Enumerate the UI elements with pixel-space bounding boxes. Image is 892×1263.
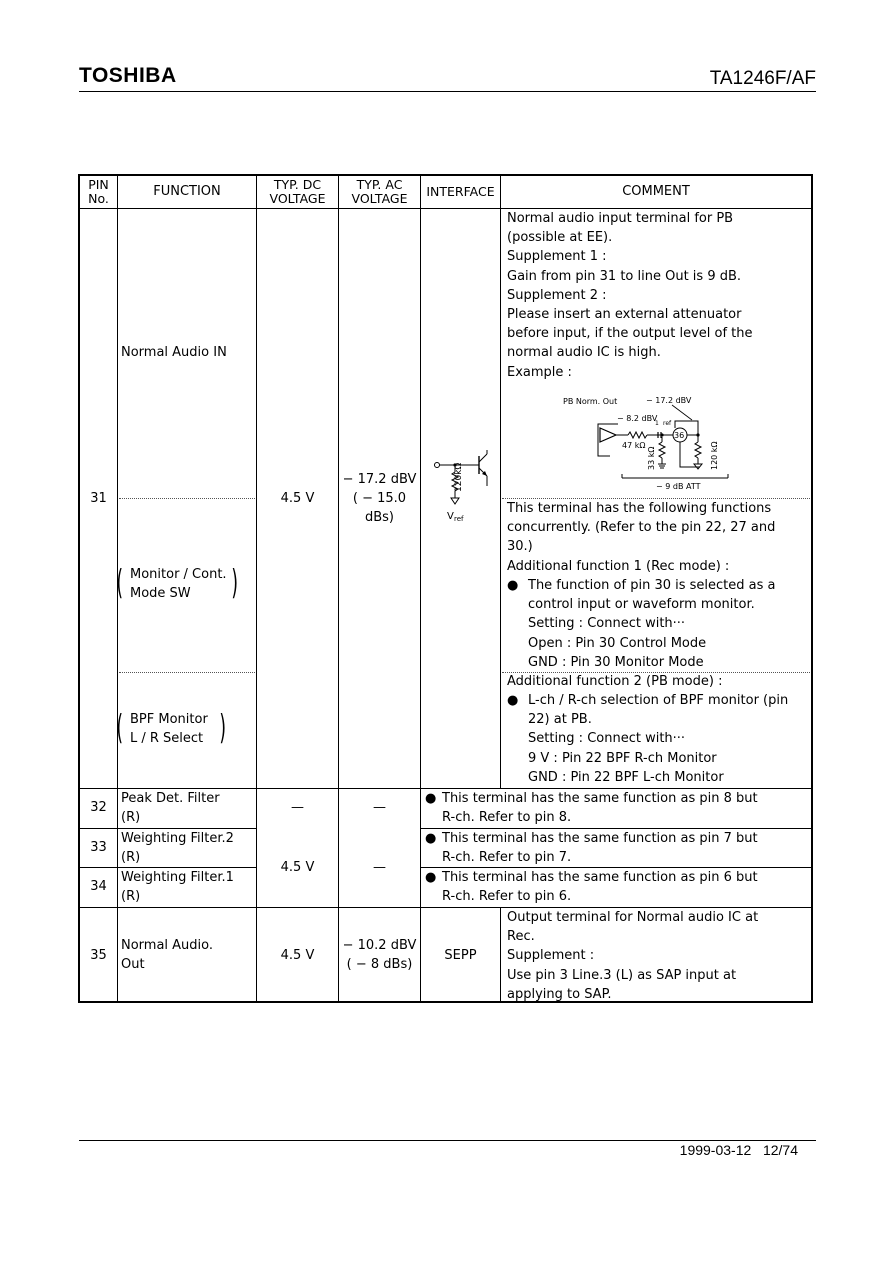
function-name: Normal Audio. Out	[121, 938, 214, 973]
col-divider	[420, 176, 421, 1003]
svg-text:1: 1	[655, 420, 659, 427]
bullet-icon: ●	[425, 831, 437, 846]
header-comment: COMMENT	[622, 184, 690, 199]
right-paren: )	[231, 563, 238, 603]
col-divider	[500, 176, 501, 788]
vref-sub: ref	[454, 515, 464, 523]
ac-voltage: —	[373, 860, 386, 875]
comment-block: This terminal has the same function as pin 6 but R-ch. Refer to pin 6.	[442, 870, 758, 905]
comment-block: This terminal has the following functions concurrently. (Refer to the pin 22, 27 and 30.) Additional function 1 (Rec mode) :	[507, 501, 776, 574]
vref-label: V	[447, 511, 454, 522]
comment-block: The function of pin 30 is selected as a control input or waveform monitor. Setting : Connect with··· Open : Pin 30 Control Mode GND : Pin 30 Monitor Mode	[528, 578, 776, 670]
dc-voltage: 4.5 V	[280, 491, 315, 506]
comment-block: Normal audio input terminal for PB (possible at EE). Supplement 1 : Gain from pin 31 to line Out is 9 dB. Supplement 2 : Please insert an external attenuator before input, if the output level of the normal audio IC is high. Example :	[507, 211, 753, 380]
interface-label: SEPP	[444, 948, 477, 963]
function-name: Monitor / Cont. Mode SW	[130, 567, 227, 602]
bullet-icon: ●	[507, 693, 519, 708]
function-name: Weighting Filter.2 (R)	[121, 831, 234, 866]
bullet-icon: ●	[507, 578, 519, 593]
part-number: TA1246F/AF	[709, 68, 816, 89]
svg-text:33 kΩ: 33 kΩ	[647, 446, 656, 470]
svg-text:36: 36	[674, 431, 685, 440]
attenuator-diagram	[560, 392, 750, 492]
svg-text:PB Norm. Out: PB Norm. Out	[563, 397, 618, 406]
comment-block: This terminal has the same function as pin 8 but R-ch. Refer to pin 8.	[442, 791, 758, 826]
header-function: FUNCTION	[153, 184, 221, 199]
header-ac-voltage: TYP. AC VOLTAGE	[351, 177, 408, 206]
comment-block: L-ch / R-ch selection of BPF monitor (pin 22) at PB. Setting : Connect with··· 9 V : Pin 22 BPF R-ch Monitor GND : Pin 22 BPF L-ch Monitor	[528, 693, 789, 785]
dc-voltage: 4.5 V	[280, 860, 315, 875]
comment-block: This terminal has the same function as pin 7 but R-ch. Refer to pin 7.	[442, 831, 758, 866]
col-divider	[256, 176, 257, 1003]
svg-text:− 8.2 dBV: − 8.2 dBV	[617, 414, 658, 423]
left-paren: (	[116, 708, 123, 748]
subrow-divider	[119, 672, 255, 673]
col-divider	[500, 907, 501, 1003]
function-name: Peak Det. Filter (R)	[121, 791, 220, 826]
header-rule	[79, 91, 816, 92]
subrow-divider	[119, 498, 255, 499]
function-name: BPF Monitor L / R Select	[130, 712, 208, 747]
footer-info	[680, 1142, 798, 1158]
comment-block: Output terminal for Normal audio IC at Rec. Supplement : Use pin 3 Line.3 (L) as SAP input at applying to SAP.	[507, 910, 759, 1002]
left-paren: (	[116, 563, 123, 603]
page-number: 12/74	[762, 1142, 798, 1158]
svg-text:− 17.2 dBV: − 17.2 dBV	[646, 396, 692, 405]
brand-logo: TOSHIBA	[79, 64, 177, 87]
function-name: Weighting Filter.1 (R)	[121, 870, 234, 905]
pin-number: 31	[90, 491, 107, 506]
header-interface: INTERFACE	[426, 184, 495, 199]
ac-voltage: − 17.2 dBV ( − 15.0 dBs)	[342, 472, 417, 525]
dc-voltage: 4.5 V	[280, 948, 315, 963]
header-pin-no: PIN No.	[88, 177, 109, 206]
bullet-icon: ●	[425, 791, 437, 806]
pin-number: 32	[90, 800, 107, 815]
svg-text:− 9 dB ATT: − 9 dB ATT	[656, 482, 701, 491]
right-paren: )	[219, 708, 226, 748]
ac-voltage: − 10.2 dBV ( − 8 dBs)	[342, 938, 417, 973]
pin-number: 35	[90, 948, 107, 963]
function-name: Normal Audio IN	[121, 345, 227, 360]
svg-text:120 kΩ: 120 kΩ	[710, 441, 719, 470]
pin-number: 33	[90, 840, 107, 855]
comment-block: Additional function 2 (PB mode) :	[507, 674, 723, 689]
resistor-label: 120kΩ	[454, 462, 464, 492]
bullet-icon: ●	[425, 870, 437, 885]
col-divider	[338, 176, 339, 1003]
svg-text:ref: ref	[663, 420, 672, 427]
interface-schematic	[425, 448, 497, 530]
footer-date: 1999-03-12	[679, 1142, 752, 1158]
dc-voltage: —	[291, 800, 304, 815]
pin-number: 34	[90, 879, 107, 894]
svg-text:47 kΩ: 47 kΩ	[622, 441, 646, 450]
pin-function-table	[78, 174, 813, 1003]
header-dc-voltage: TYP. DC VOLTAGE	[269, 177, 326, 206]
footer-rule	[79, 1140, 816, 1141]
ac-voltage: —	[373, 800, 386, 815]
